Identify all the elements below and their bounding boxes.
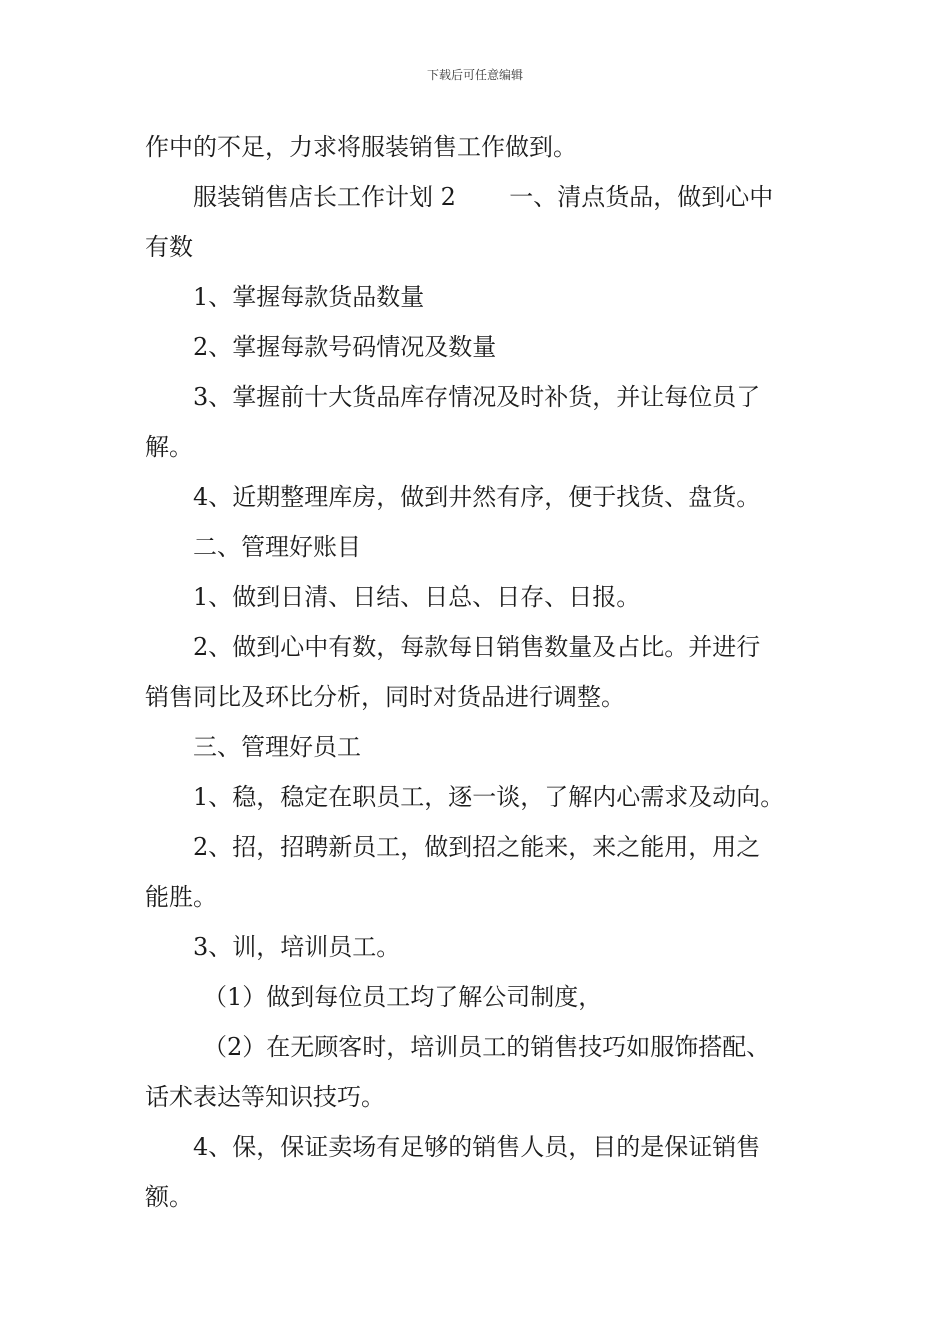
paragraph-line: 有数 — [145, 233, 193, 261]
paragraph-line: 3、掌握前十大货品库存情况及时补货，并让每位员了 — [193, 383, 761, 411]
paragraph-line: 作中的不足，力求将服装销售工作做到。 — [145, 133, 577, 161]
paragraph-line: 服装销售店长工作计划 2 一、清点货品，做到心中 — [193, 183, 774, 211]
paragraph-line: 1、稳，稳定在职员工，逐一谈，了解内心需求及动向。 — [193, 783, 785, 811]
paragraph-line: 3、训，培训员工。 — [193, 933, 401, 961]
paragraph-line: 销售同比及环比分析，同时对货品进行调整。 — [145, 683, 625, 711]
paragraph-line: （2）在无顾客时，培训员工的销售技巧如服饰搭配、 — [203, 1033, 771, 1061]
paragraph-line: 2、做到心中有数，每款每日销售数量及占比。并进行 — [193, 633, 761, 661]
paragraph-line: 能胜。 — [145, 883, 217, 911]
paragraph-line: 2、掌握每款号码情况及数量 — [193, 333, 497, 361]
document-body — [145, 122, 811, 1222]
paragraph-line: 话术表达等知识技巧。 — [145, 1083, 385, 1111]
paragraph-line: 额。 — [145, 1183, 193, 1211]
paragraph-line: 4、保，保证卖场有足够的销售人员，目的是保证销售 — [193, 1133, 761, 1161]
paragraph-line: （1）做到每位员工均了解公司制度， — [203, 983, 603, 1011]
paragraph-line: 4、近期整理库房，做到井然有序，便于找货、盘货。 — [193, 483, 761, 511]
paragraph-line: 解。 — [145, 433, 193, 461]
paragraph-line: 1、掌握每款货品数量 — [193, 283, 425, 311]
paragraph-line: 1、做到日清、日结、日总、日存、日报。 — [193, 583, 641, 611]
section-heading: 三、管理好员工 — [193, 733, 361, 761]
paragraph-line: 2、招，招聘新员工，做到招之能来，来之能用，用之 — [193, 833, 761, 861]
page-header-note: 下载后可任意编辑 — [426, 68, 523, 82]
section-heading: 二、管理好账目 — [193, 533, 361, 561]
